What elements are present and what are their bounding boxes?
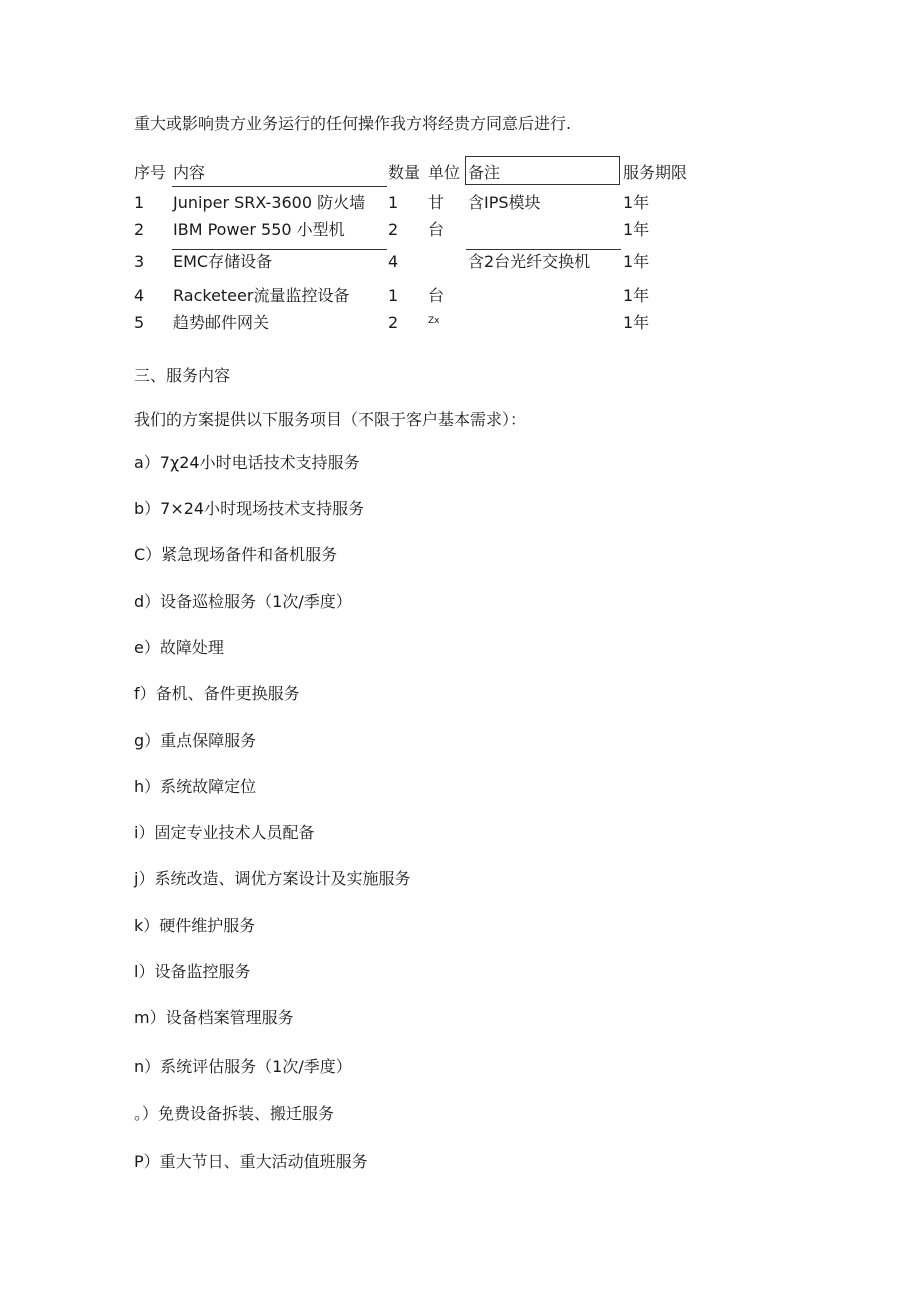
row-5-content: 趋势邮件网关 [173,313,270,332]
row-1-quantity: 1 [388,193,399,212]
section-intro: 我们的方案提供以下服务项目（不限于客户基本需求）： [134,410,527,429]
list-item: k）硬件维护服务 [134,916,256,935]
row-3-index: 3 [134,252,145,271]
row-2-quantity: 2 [388,220,399,239]
row-5-index: 5 [134,313,145,332]
row-2-content: IBM Power 550 小型机 [173,220,345,239]
list-item: f）备机、备件更换服务 [134,684,300,703]
row-3-note: 含2台光纤交换机 [468,252,591,271]
list-item: n）系统评估服务（1次/季度） [134,1057,352,1076]
row-3-content: EMC存储设备 [173,252,273,271]
header-content: 内容 [173,163,206,182]
row-1-note: 含IPS模块 [468,193,541,212]
content-row-rule [172,249,387,250]
list-item: P）重大节日、重大活动值班服务 [134,1152,368,1171]
row-1-content: Juniper SRX-3600 防火墙 [173,193,366,212]
list-item: h）系统故障定位 [134,777,257,796]
list-item: C）紧急现场备件和备机服务 [134,545,338,564]
row-2-index: 2 [134,220,145,239]
note-row-rule [466,249,621,250]
list-item: l）设备监控服务 [134,962,251,981]
header-unit: 单位 [428,163,461,182]
list-item: 。）免费设备拆装、搬迁服务 [134,1104,335,1123]
content-header-rule [172,186,387,187]
row-5-unit: Zx [428,316,440,326]
list-item: d）设备巡检服务（1次/季度） [134,592,352,611]
row-1-unit: 甘 [428,193,445,212]
row-4-unit: 台 [428,286,445,305]
row-5-period: 1年 [623,313,650,332]
header-index: 序号 [134,163,167,182]
row-3-period: 1年 [623,252,650,271]
row-1-period: 1年 [623,193,650,212]
header-note: 备注 [468,163,501,182]
list-item: b）7×24小时现场技术支持服务 [134,499,365,518]
row-2-unit: 台 [428,220,445,239]
list-item: a）7χ24小时电话技术支持服务 [134,453,360,472]
row-5-quantity: 2 [388,313,399,332]
row-3-quantity: 4 [388,252,399,271]
intro-paragraph: 重大或影响贵方业务运行的任何操作我方将经贵方同意后进行. [134,114,572,133]
row-4-content: Racketeer流量监控设备 [173,286,350,305]
list-item: j）系统改造、调优方案设计及实施服务 [134,869,411,888]
section-title: 三、服务内容 [134,366,231,385]
row-1-index: 1 [134,193,145,212]
list-item: m）设备档案管理服务 [134,1008,294,1027]
row-4-quantity: 1 [388,286,399,305]
list-item: i）固定专业技术人员配备 [134,823,315,842]
list-item: g）重点保障服务 [134,731,257,750]
header-quantity: 数量 [388,163,421,182]
header-period: 服务期限 [623,163,688,182]
row-4-index: 4 [134,286,145,305]
list-item: e）故障处理 [134,638,224,657]
row-4-period: 1年 [623,286,650,305]
row-2-period: 1年 [623,220,650,239]
